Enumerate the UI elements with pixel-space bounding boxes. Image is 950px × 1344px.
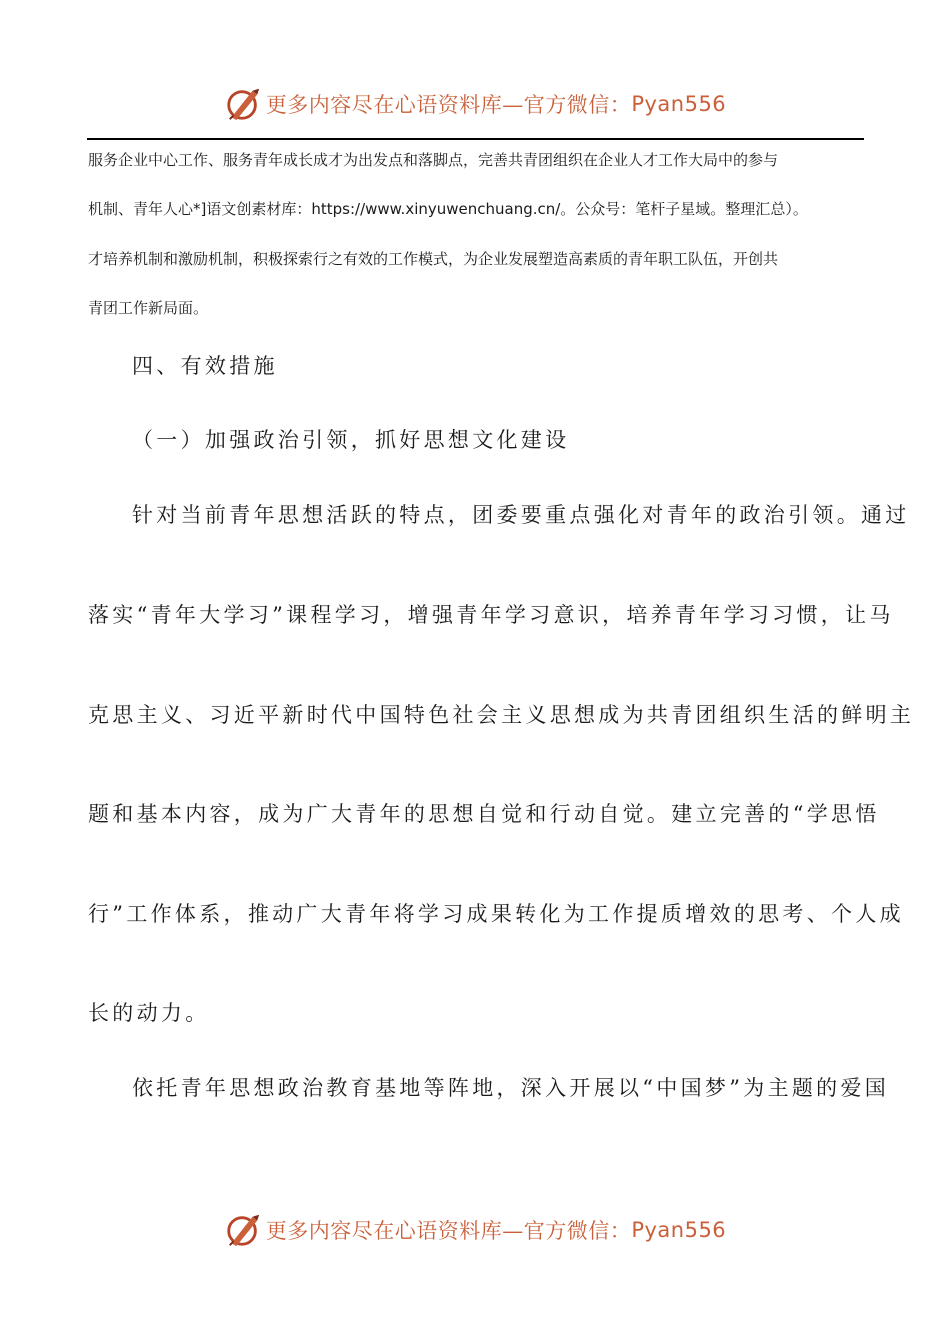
header-divider: [87, 138, 864, 140]
pen-logo-icon: [224, 1211, 262, 1249]
paragraph-2-line-1: 依托青年思想政治教育基地等阵地，深入开展以“中国梦”为主题的爱国: [132, 1076, 890, 1100]
paragraph-1-line-2: 落实“青年大学习”课程学习，增强青年学习意识，培养青年学习习惯，让马: [88, 603, 894, 627]
footer-wechat-id: Pyan556: [631, 1218, 727, 1242]
pen-logo-icon: [224, 85, 262, 123]
paragraph-1-line-4: 题和基本内容，成为广大青年的思想自觉和行动自觉。建立完善的“学思悟: [88, 802, 880, 826]
footer-banner: [0, 1208, 950, 1252]
section-heading: 四、有效措施: [132, 354, 278, 378]
paragraph-1-line-6: 长的动力。: [88, 1001, 210, 1025]
text-line-small-4: 青团工作新局面。: [88, 299, 209, 317]
text-line-small-2: 机制、青年人心*]语文创素材库：https://www.xinyuwenchuang.cn/。公众号：笔杆子星域。整理汇总）。: [88, 200, 808, 218]
text-line-small-1: 服务企业中心工作、服务青年成长成才为出发点和落脚点，完善共青团组织在企业人才工作大局中的参与: [88, 151, 779, 169]
footer-brand-text: 更多内容尽在心语资料库—官方微信：: [265, 1219, 632, 1243]
paragraph-1-line-3: 克思主义、习近平新时代中国特色社会主义思想成为共青团组织生活的鲜明主: [88, 703, 915, 727]
paragraph-1-line-5: 行”工作体系，推动广大青年将学习成果转化为工作提质增效的思考、个人成: [88, 902, 904, 926]
text-line-small-3: 才培养机制和激励机制，积极探索行之有效的工作模式，为企业发展塑造高素质的青年职工队伍，开创共: [88, 250, 779, 268]
header-wechat-id: Pyan556: [631, 92, 727, 116]
header-banner: [0, 82, 950, 126]
subheading: （一）加强政治引领，抓好思想文化建设: [132, 428, 570, 452]
paragraph-1-line-1: 针对当前青年思想活跃的特点，团委要重点强化对青年的政治引领。通过: [132, 503, 910, 527]
header-brand-text: 更多内容尽在心语资料库—官方微信：: [265, 93, 632, 117]
